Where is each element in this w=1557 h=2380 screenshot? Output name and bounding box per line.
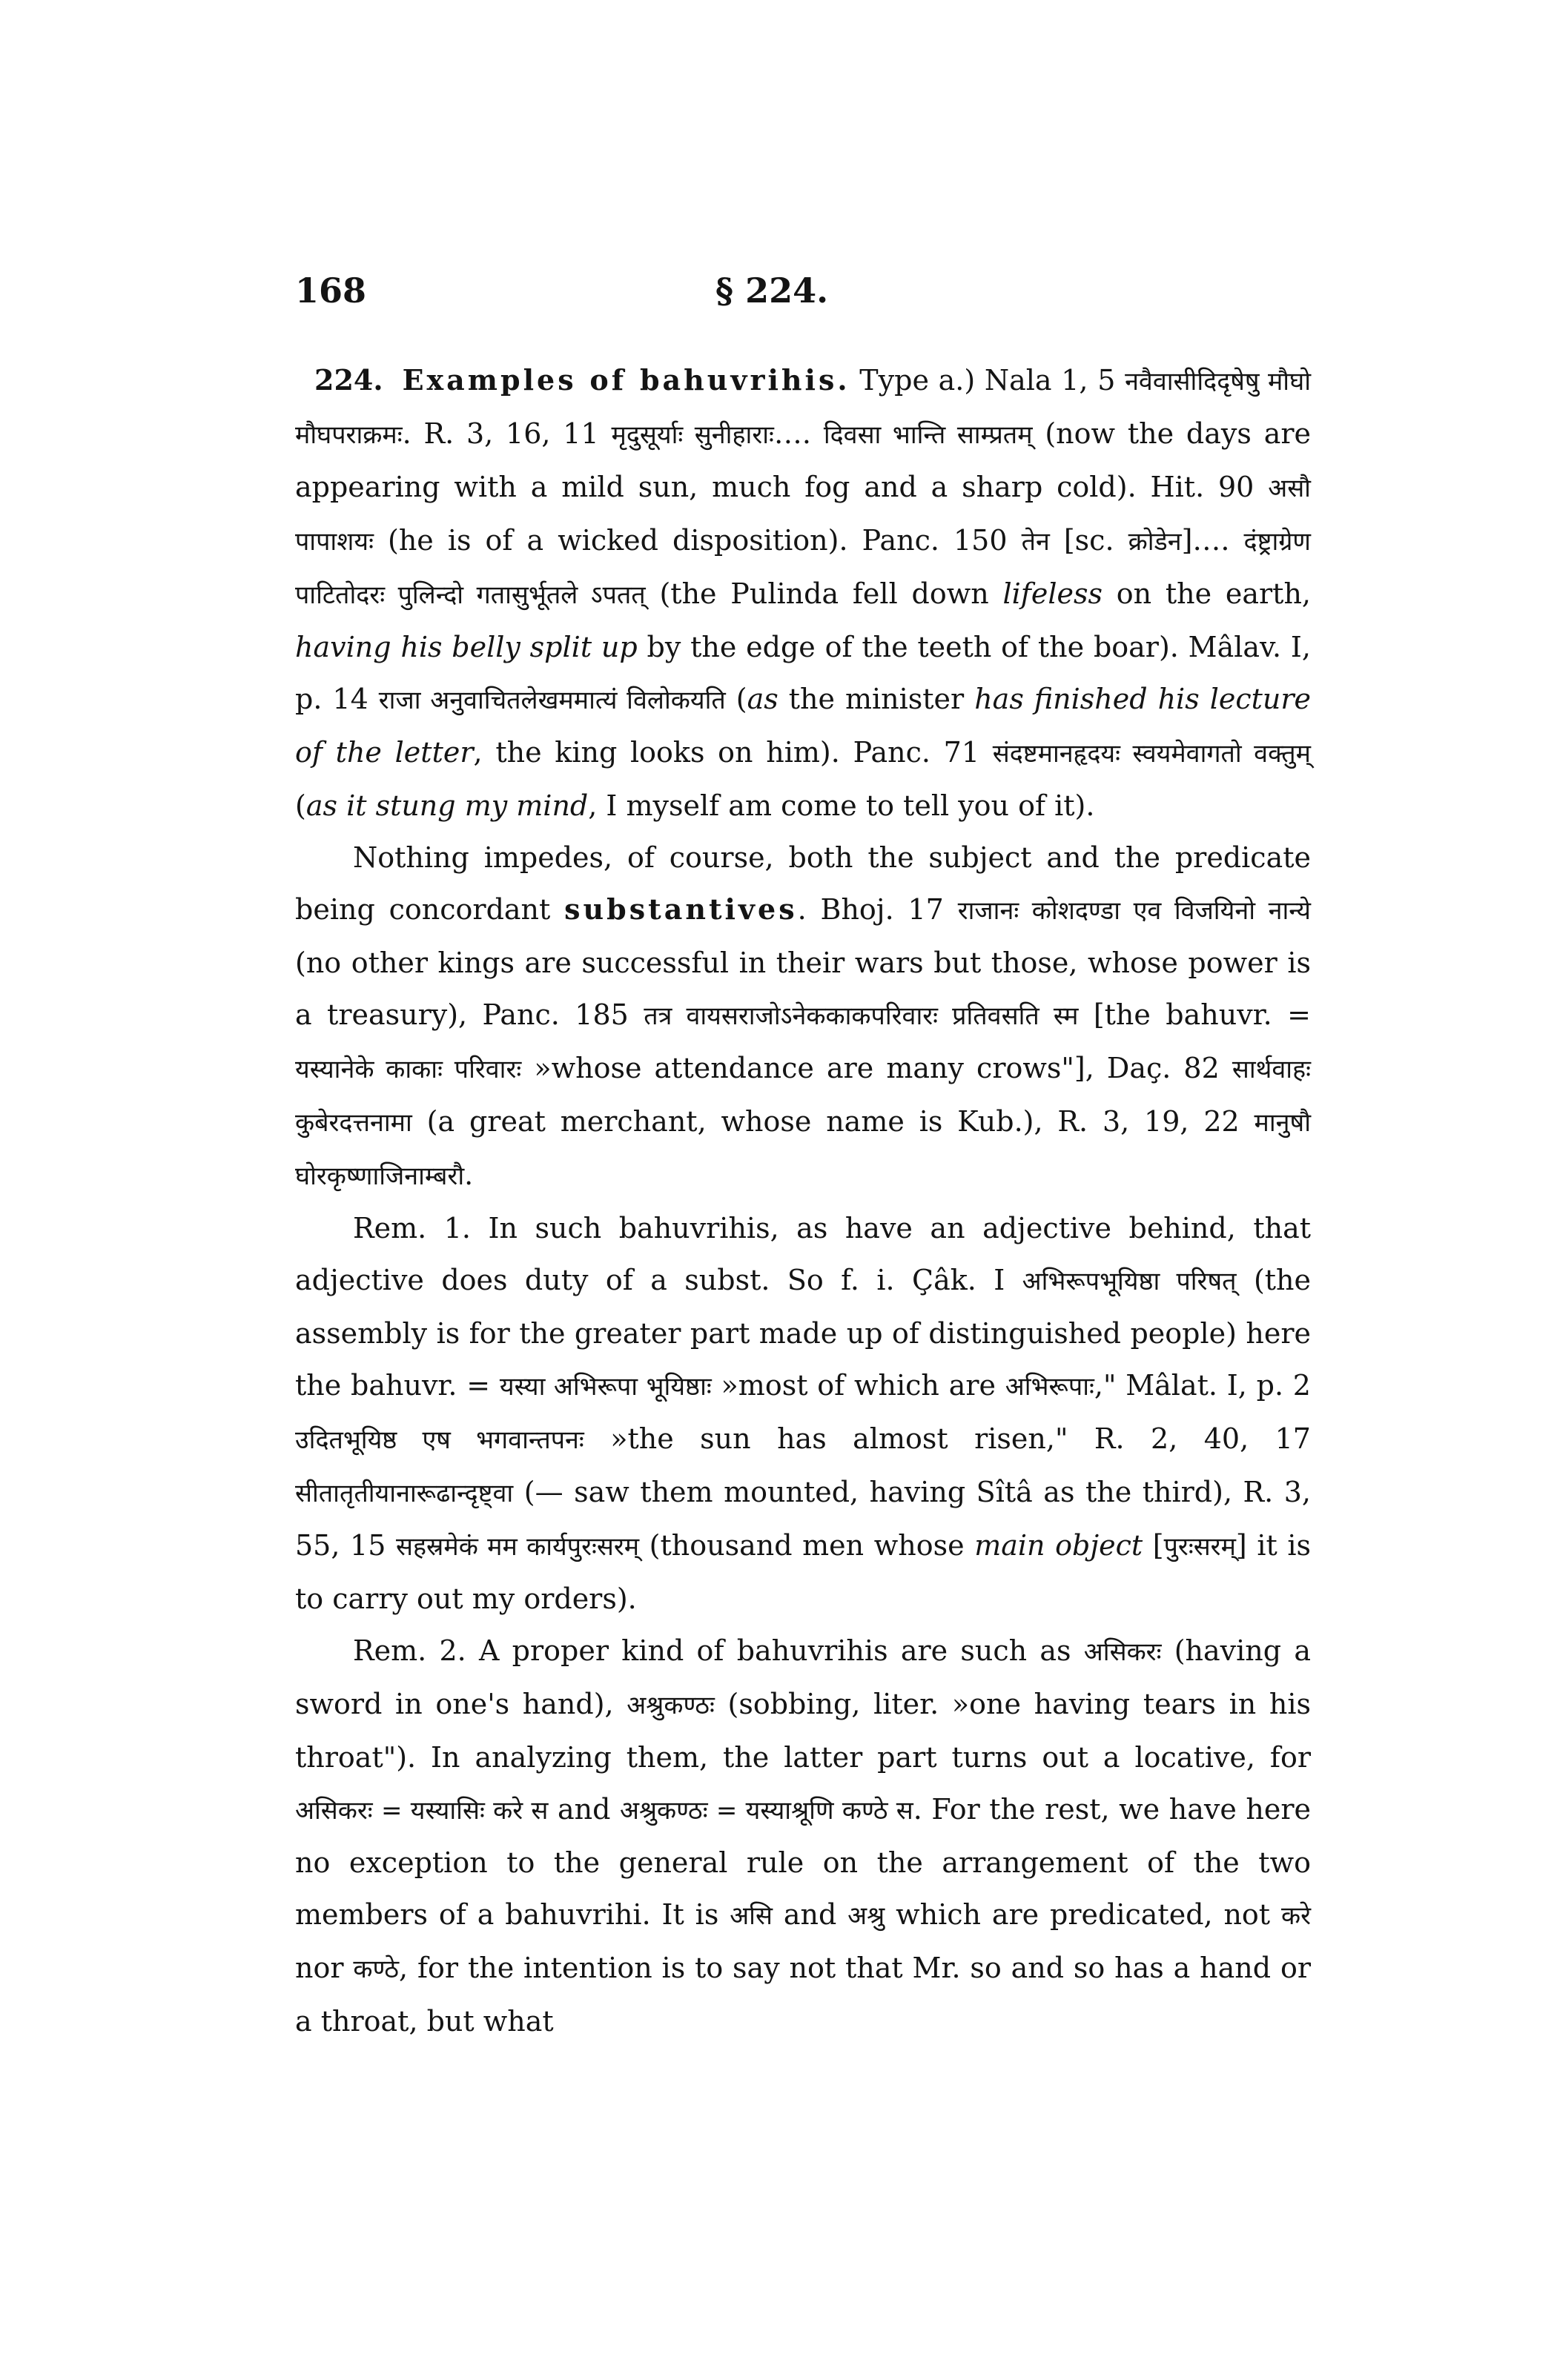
text-run: , I myself am come to tell you of it). (588, 789, 1095, 822)
italic-text: has finished his lecture of the letter (295, 683, 1312, 769)
text-run: (now the days are appearing with a mild sun, much fog and a sharp cold). Hit. 90 (295, 417, 1311, 503)
sanskrit-text: दंष्ट्राग्रेण पाटितोदरः पुलिन्दो गतासुर्भूतले ऽपतत् (295, 527, 1312, 610)
text-run: Rem. 2. A proper kind of bahuvrihis are such as (353, 1634, 1084, 1667)
text-run: (thousand men whose (639, 1529, 975, 1562)
sanskrit-text: अभिरूपाः (1005, 1372, 1094, 1402)
sanskrit-text: असि (730, 1901, 773, 1931)
paragraph-nothing-impedes (295, 832, 1311, 1202)
text-run: (sobbing, liter. »one having tears in his throat"). In analyzing them, the latter part turns out a locative, for (295, 1688, 1311, 1774)
spaced-term: substantives (564, 892, 798, 926)
text-run: (the assembly is for the greater part made up of distinguished people) here the bahuvr. = (295, 1264, 1311, 1402)
text-run: [the bahuvr. = (1078, 998, 1311, 1031)
italic-text: as it stung my mind (305, 789, 589, 822)
sanskrit-text: मृदुसूर्याः सुनीहाराः (611, 420, 774, 450)
italic-text: lifeless (1002, 577, 1103, 610)
sanskrit-text: नवैवासीदिदृषेषु मौघो मौघपराक्रमः (295, 367, 1312, 450)
sanskrit-text: यस्यानेके काकाः परिवारः (295, 1055, 522, 1084)
text-run: [ (1143, 1529, 1164, 1562)
text-run: ( (295, 789, 306, 822)
sanskrit-text: अभिरूपभूयिष्ठा परिषत् (1022, 1267, 1237, 1296)
text-run: nor (295, 1952, 354, 1984)
page-number: 168 (295, 271, 367, 311)
text-run: on the earth, (1102, 577, 1311, 610)
paragraph-rem-2 (295, 1625, 1311, 2047)
text-run: Nothing impedes, of course, both the subject and the predicate being concordant (295, 841, 1311, 926)
section-title: Examples of bahuvrihis. (402, 363, 850, 397)
sanskrit-text: पुरःसरम् (1163, 1532, 1236, 1562)
text-run: and (772, 1898, 848, 1931)
text-run: , for the intention is to say not that Mr. so and so has a hand or a throat, but what (295, 1952, 1312, 2038)
sanskrit-text: तेन (1021, 527, 1050, 557)
text-run: »most of which are (711, 1369, 1005, 1402)
sanskrit-text: असौ पापाशयः (295, 474, 1311, 557)
sanskrit-text: कण्ठे (353, 1955, 400, 1984)
sanskrit-text: संदष्टमानहृदयः स्वयमेवागतो वक्तुम् (992, 739, 1312, 769)
sanskrit-text: यस्या अभिरूपा भूयिष्ठाः (499, 1372, 712, 1402)
text-run: which are predicated, not (885, 1898, 1281, 1931)
text-run: ]…. (1181, 524, 1244, 557)
text-run: (the Pulinda fell down (645, 577, 1003, 610)
text-run: ] it is to carry out my orders). (295, 1529, 1312, 1615)
text-run: . R. 3, 16, 11 (402, 417, 612, 450)
paragraph-224 (295, 354, 1311, 832)
sanskrit-text: असिकरः = यस्यासिः करे स (295, 1796, 549, 1826)
section-heading: § 224. (715, 271, 829, 311)
section-label: 224. (314, 363, 383, 397)
text-run: and (548, 1793, 620, 1826)
text-run: ," Mâlat. I, p. 2 (1094, 1369, 1311, 1402)
sanskrit-text: राजा अनुवाचितलेखममात्यं विलोकयति (378, 686, 726, 715)
text-run: , the king looks on him). Panc. 71 (473, 736, 993, 769)
text-run: [sc. (1049, 524, 1128, 557)
text-run: Type a.) Nala 1, 5 (850, 364, 1125, 397)
text-run: (having a sword in one's hand), (295, 1634, 1311, 1720)
sanskrit-text: अश्रुकण्ठः (627, 1691, 715, 1720)
sanskrit-text: उदितभूयिष्ठ एष भगवान्तपनः (295, 1425, 584, 1455)
text-run: (no other kings are successful in their wars but those, whose power is a treasury), Panc. 185 (295, 947, 1311, 1031)
text-run: (a great merchant, whose name is Kub.), R. 3, 19, 22 (411, 1105, 1254, 1138)
text-run: (— saw them mounted, having Sîtâ as the third), R. 3, 55, 15 (295, 1476, 1311, 1562)
text-run: . (464, 1158, 474, 1191)
text-run: ( (725, 683, 747, 715)
italic-text: having his belly split up (295, 631, 638, 663)
sanskrit-text: सार्थवाहः कुबेरदत्तनामा (295, 1055, 1311, 1138)
text-run: Rem. 1. In such bahuvrihis, as have an adjective behind, that adjective does duty of a subst. So f. i. Çâk. I (295, 1212, 1311, 1296)
sanskrit-text: दिवसा भान्ति साम्प्रतम् (823, 420, 1033, 450)
sanskrit-text: तत्र वायसराजोऽनेककाकपरिवारः प्रतिवसति स्म (644, 1001, 1079, 1031)
sanskrit-text: क्रोडेन (1128, 527, 1182, 557)
italic-text: main object (974, 1529, 1143, 1562)
sanskrit-text: असिकरः (1083, 1637, 1162, 1667)
text-run: »the sun has almost risen," R. 2, 40, 17 (584, 1422, 1311, 1455)
text-run: the minister (778, 683, 975, 715)
sanskrit-text: करे (1280, 1901, 1311, 1931)
text-run: . Bhoj. 17 (797, 893, 958, 926)
sanskrit-text: सहस्रमेकं मम कार्यपुरःसरम् (396, 1532, 640, 1562)
text-run: by the edge of the teeth of the boar). Mâlav. I, p. 14 (295, 631, 1311, 715)
sanskrit-text: मानुषौ घोरकृष्णाजिनाम्बरौ (295, 1108, 1311, 1191)
text-run: . For the rest, we have here no exception to the general rule on the arrangement of the two members of a bahuvrihi. It is (295, 1793, 1311, 1931)
text-run: »whose attendance are many crows"], Daç. 82 (521, 1052, 1232, 1084)
sanskrit-text: अश्रुकण्ठः = यस्याश्रूणि कण्ठे स (620, 1796, 913, 1826)
page-body (295, 354, 1311, 2047)
text-run: …. (773, 417, 824, 450)
sanskrit-text: राजानः कोशदण्डा एव विजयिनो नान्ये (957, 896, 1312, 926)
sanskrit-text: सीतातृतीयानारूढान्दृष्ट्वा (295, 1479, 514, 1508)
sanskrit-text: अश्रु (847, 1901, 885, 1931)
text-run: (he is of a wicked disposition). Panc. 150 (373, 524, 1022, 557)
italic-text: as (747, 683, 778, 715)
paragraph-rem-1 (295, 1202, 1311, 1625)
